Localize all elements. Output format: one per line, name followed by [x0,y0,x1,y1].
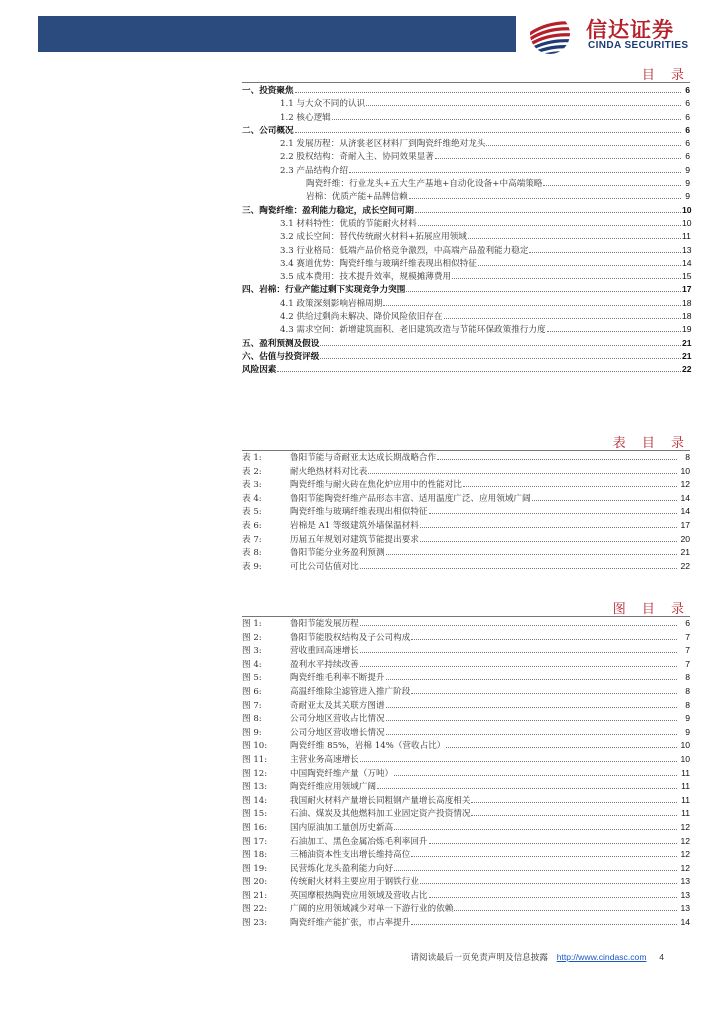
figure-entry-page: 12 [680,835,690,846]
table-entry[interactable] [242,519,690,533]
dot-leader [383,305,681,306]
table-entry-number: 表 4: [242,493,262,504]
toc-entry-page: 10 [682,217,692,228]
figure-entry-label: 民营炼化龙头盈利能力向好 [290,863,394,874]
dot-leader [360,568,677,569]
figure-entry-page: 7 [685,631,690,642]
figure-entry-label: 陶瓷纤维产能扩张，市占率提升 [290,918,411,929]
dot-leader [386,679,677,680]
figure-entry-label: 主营业务高速增长 [290,754,359,765]
toc-entry-label: 陶瓷纤维：行业龙头+五大生产基地+自动化设备+中高端策略 [306,179,543,190]
toc-entry[interactable] [242,177,690,190]
toc-entry-page: 9 [685,178,690,189]
toc-entry[interactable] [242,230,690,243]
table-entry-label: 陶瓷纤维与耐火砖在焦化炉应用中的性能对比 [290,480,462,491]
figure-entry-label: 石油、煤炭及其他燃料加工业固定资产投资情况 [290,809,471,820]
website-link[interactable]: http://www.cindasc.com [556,952,647,962]
dot-leader [532,500,677,501]
figure-entry[interactable] [242,916,690,930]
dot-leader [529,252,681,253]
dot-leader [420,541,677,542]
page-footer [410,951,664,963]
toc-entry-page: 11 [682,231,691,242]
toc-entry-label: 3.3 行业格局：低端产品价格竞争激烈，中高端产品盈利能力稳定 [280,245,529,256]
tables-list [242,451,690,573]
dot-leader [277,371,681,372]
toc-entry-label: 2.2 股权结构：奇耐入主、协同效果显著 [280,152,434,163]
figure-entry-page: 11 [681,767,690,778]
dot-leader [320,345,681,346]
table-entry-page: 14 [680,492,690,503]
toc-entry-label: 一、投资聚焦 [242,86,294,96]
toc-entry-page: 6 [685,124,690,135]
figure-entry-number: 图 18: [242,850,268,861]
dot-leader [386,554,677,555]
figure-entry-page: 14 [680,917,690,928]
toc-entry-label: 1.2 核心逻辑 [280,112,331,123]
toc-entry[interactable] [242,337,690,350]
dot-leader [366,105,681,106]
dot-leader [386,734,677,735]
toc-entry-label: 3.1 材料特性：优质的节能耐火材料 [280,218,417,229]
dot-leader [349,172,681,173]
table-entry-number: 表 1: [242,453,262,463]
table-entry[interactable] [242,492,690,506]
figure-entry-label: 陶瓷纤维 85%，岩棉 14%（营收占比） [290,741,446,752]
toc-entry-label: 1.1 与大众不同的认识 [280,99,366,110]
figure-entry-number: 图 13: [242,782,268,793]
figure-entry-number: 图 7: [242,700,262,711]
figure-entry[interactable] [242,644,690,658]
figure-entry-number: 图 15: [242,809,268,820]
toc-entry[interactable] [242,190,690,203]
toc-entry[interactable] [242,84,690,97]
figures-list [242,617,690,930]
dot-leader [429,897,677,898]
dot-leader [435,158,681,159]
table-entry[interactable] [242,533,690,547]
figure-entry[interactable] [242,726,690,740]
figure-entry-number: 图 2: [242,632,262,643]
dot-leader [406,291,681,292]
figure-entry[interactable] [242,807,690,821]
toc-entry-page: 9 [685,191,690,202]
table-entry-number: 表 5: [242,507,262,518]
toc-entry-page: 21 [682,350,692,361]
figure-entry-number: 图 9: [242,727,262,738]
toc-entry-label: 2.1 发展历程：从济裳老区材料厂到陶瓷纤维绝对龙头 [280,139,486,150]
dot-leader [471,802,677,803]
logo-english-name: CINDA SECURITIES [588,40,689,51]
dot-leader [418,225,681,226]
tables-title: 表 目 录 [612,436,690,451]
toc-entry-label: 五、盈利预测及假设 [242,338,320,349]
dot-leader [320,358,681,359]
table-entry-number: 表 7: [242,534,262,545]
toc-entry-page: 6 [685,111,690,122]
dot-leader [454,910,677,911]
dot-leader [386,720,677,721]
figure-entry-page: 11 [681,808,690,819]
toc-entry-label: 3.5 成本费用：技术提升效率，规模摊薄费用 [280,272,452,283]
dot-leader [295,132,681,133]
figure-entry-label: 陶瓷纤维毛利率不断提升 [290,673,385,684]
toc-entry[interactable] [242,111,690,124]
toc-entry-page: 6 [685,151,690,162]
dot-leader [420,883,677,884]
figure-entry-page: 10 [680,740,690,751]
cinda-logo-icon [524,12,580,56]
figure-entry-page: 13 [680,889,690,900]
header-bar [38,16,516,52]
dot-leader [411,693,677,694]
toc-entry-page: 9 [685,164,690,175]
dot-leader [409,198,681,199]
toc-entry[interactable] [242,244,690,257]
figure-entry-number: 图 1: [242,619,262,629]
toc-entry-page: 21 [682,337,692,348]
toc-title: 目 录 [641,68,690,83]
table-entry-page: 21 [680,547,690,558]
figure-entry[interactable] [242,699,690,713]
figure-entry[interactable] [242,848,690,862]
toc-entry-label: 2.3 产品结构介绍 [280,165,348,176]
toc-entry-page: 19 [682,324,692,335]
figure-entry-label: 陶瓷纤维应用领域广阔 [290,782,376,793]
figure-entry[interactable] [242,794,690,808]
dot-leader [486,145,681,146]
toc-entry-label: 风险因素 [242,365,277,376]
dot-leader [547,331,681,332]
dot-leader [437,459,677,460]
figure-entry-label: 我国耐火材料产量增长同粗钢产量增长高度相关 [290,795,471,806]
dot-leader [452,278,681,279]
dot-leader [471,815,677,816]
toc-entry-page: 22 [682,364,692,375]
toc-entry[interactable] [242,124,690,137]
logo-chinese-name: 信达证券 [586,18,674,42]
toc-entry-page: 6 [685,138,690,149]
toc-entry[interactable] [242,164,690,177]
dot-leader [332,119,681,120]
toc-entry-page: 18 [682,297,692,308]
toc-entry-label: 4.2 供给过剩尚未解决、降价风险依旧存在 [280,312,443,323]
toc-entry-label: 三、陶瓷纤维：盈利能力稳定，成长空间可期 [242,205,414,216]
toc-entry[interactable] [242,97,690,110]
toc-entry-page: 6 [685,85,690,95]
table-entry[interactable] [242,465,690,479]
figure-entry-page: 6 [685,618,690,628]
figure-entry[interactable] [242,902,690,916]
figure-entry-page: 10 [680,753,690,764]
toc-entry-page: 17 [682,284,692,295]
table-entry[interactable] [242,505,690,519]
figure-entry[interactable] [242,631,690,645]
dot-leader [444,318,682,319]
toc-entry[interactable] [242,137,690,150]
figure-entry[interactable] [242,753,690,767]
figure-entry-number: 图 21: [242,890,268,901]
toc-entry-page: 18 [682,311,692,322]
table-entry-label: 可比公司估值对比 [290,561,359,572]
table-entry-page: 20 [680,533,690,544]
toc-entry[interactable] [242,323,690,336]
dot-leader [478,265,681,266]
toc-entry[interactable] [242,350,690,363]
table-entry-label: 历届五年规划对建筑节能提出要求 [290,534,419,545]
figure-entry-number: 图 19: [242,863,268,874]
figure-entry[interactable] [242,658,690,672]
toc-entry-label: 六、估值与投资评级 [242,351,320,362]
dot-leader [394,829,677,830]
dot-leader [360,652,677,653]
figure-entry[interactable] [242,780,690,794]
toc-entry-page: 10 [682,204,692,215]
figure-entry-label: 奇耐亚太及其关联方图谱 [290,700,385,711]
dot-leader [394,870,677,871]
dot-leader [429,513,677,514]
figure-entry-label: 鲁阳节能股权结构及子公司构成 [290,632,411,643]
figure-entry-label: 广阔的应用领域减少对单一下游行业的依赖 [290,904,454,915]
table-entry-page: 12 [680,479,690,490]
figure-entry-page: 7 [685,658,690,669]
toc-entry-label: 二、公司概况 [242,125,294,136]
figure-entry-number: 图 5: [242,673,262,684]
disclaimer-text: 请阅读最后一页免责声明及信息披露 [410,953,548,963]
figure-entry-page: 9 [685,713,690,724]
table-entry-page: 22 [680,560,690,571]
dot-leader [446,747,677,748]
dot-leader [420,527,677,528]
toc-divider [242,82,690,83]
table-entry[interactable] [242,478,690,492]
figure-entry-label: 公司分地区营收占比情况 [290,714,385,725]
table-entry-label: 鲁阳节能分业务盈利预测 [290,548,385,559]
figure-entry-page: 8 [685,699,690,710]
table-entry-page: 8 [685,452,690,462]
figure-entry[interactable] [242,712,690,726]
figure-entry-label: 高温纤维除尘滤管进入推广阶段 [290,686,411,697]
figure-entry-label: 鲁阳节能发展历程 [290,619,359,629]
toc-entry[interactable] [242,270,690,283]
table-entry-label: 鲁阳节能与奇耐亚太达成长期战略合作 [290,453,437,463]
page-number: 4 [659,952,664,962]
table-entry-number: 表 3: [242,480,262,491]
figure-entry-number: 图 23: [242,918,268,929]
figure-entry-number: 图 12: [242,768,268,779]
table-entry[interactable] [242,560,690,574]
figure-entry-page: 8 [685,685,690,696]
table-entry-label: 岩棉是 A1 等级建筑外墙保温材料 [290,520,419,531]
figure-entry[interactable] [242,767,690,781]
figure-entry-page: 9 [685,726,690,737]
toc-entry[interactable] [242,297,690,310]
toc-list [242,84,690,377]
dot-leader [463,486,677,487]
figure-entry-page: 11 [681,781,690,792]
toc-entry[interactable] [242,150,690,163]
figure-entry-number: 图 4: [242,659,262,670]
dot-leader [360,761,677,762]
figure-entry[interactable] [242,835,690,849]
figure-entry-page: 11 [681,794,690,805]
figure-entry-page: 7 [685,645,690,656]
dot-leader [295,92,681,93]
dot-leader [429,843,677,844]
figure-entry[interactable] [242,671,690,685]
toc-entry-label: 3.2 成长空间：替代传统耐火材料+拓展应用领域 [280,232,467,243]
figures-title: 图 目 录 [612,602,690,617]
dot-leader [411,924,677,925]
figure-entry-number: 图 16: [242,822,268,833]
toc-entry-page: 15 [682,271,692,282]
table-entry-number: 表 2: [242,466,262,477]
toc-entry[interactable] [242,283,690,296]
figure-entry[interactable] [242,821,690,835]
table-entry[interactable] [242,451,690,465]
figure-entry-page: 13 [680,876,690,887]
figure-entry[interactable] [242,739,690,753]
toc-entry-label: 4.1 政策深刻影响岩棉周期 [280,298,383,309]
figure-entry-number: 图 3: [242,646,262,657]
figure-entry-number: 图 17: [242,836,268,847]
dot-leader [386,707,677,708]
table-entry-page: 14 [680,506,690,517]
toc-entry[interactable] [242,363,690,376]
table-entry-label: 陶瓷纤维与玻璃纤维表现出相似特征 [290,507,428,518]
table-entry-page: 17 [680,519,690,530]
figure-entry-label: 三桶油资本性支出增长维持高位 [290,850,411,861]
dot-leader [468,238,681,239]
dot-leader [360,625,677,626]
dot-leader [415,212,681,213]
table-entry[interactable] [242,546,690,560]
toc-entry-label: 岩棉：优质产能+品牌信赖 [306,192,408,203]
toc-entry-label: 4.3 需求空间：新增建筑面积、老旧建筑改造与节能环保政策推行力度 [280,325,546,336]
table-entry-label: 耐火绝热材料对比表 [290,466,368,477]
table-entry-number: 表 8: [242,548,262,559]
figure-entry-label: 公司分地区营收增长情况 [290,727,385,738]
figure-entry-label: 传统耐火材料主要应用于钢铁行业 [290,877,419,888]
dot-leader [377,788,677,789]
figure-entry[interactable] [242,862,690,876]
table-entry-number: 表 6: [242,520,262,531]
toc-entry-page: 6 [685,98,690,109]
toc-entry[interactable] [242,204,690,217]
figure-entry-label: 石油加工、黑色金属冶炼毛利率回升 [290,836,428,847]
figure-entry-page: 13 [680,903,690,914]
toc-entry-page: 14 [682,257,692,268]
figure-entry-number: 图 8: [242,714,262,725]
figure-entry-number: 图 10: [242,741,268,752]
figure-entry-page: 12 [680,862,690,873]
toc-entry-label: 四、岩棉：行业产能过剩下实现竞争力突围 [242,285,406,296]
figure-entry-label: 英国摩根热陶瓷应用领域及营收占比 [290,890,428,901]
figure-entry-number: 图 6: [242,686,262,697]
table-entry-number: 表 9: [242,561,262,572]
figure-entry[interactable] [242,685,690,699]
figure-entry-page: 12 [680,821,690,832]
table-entry-page: 10 [680,465,690,476]
figure-entry-label: 营收重回高速增长 [290,646,359,657]
figure-entry-page: 12 [680,849,690,860]
figure-entry-number: 图 14: [242,795,268,806]
dot-leader [368,473,677,474]
toc-entry-page: 13 [682,244,692,255]
figure-entry-number: 图 11: [242,754,268,765]
table-entry-label: 鲁阳节能陶瓷纤维产品形态丰富、适用温度广泛、应用领域广阔 [290,493,531,504]
toc-entry[interactable] [242,257,690,270]
figure-entry[interactable] [242,617,690,631]
figure-entry-label: 国内原油加工量创历史新高 [290,822,394,833]
toc-entry-label: 3.4 赛道优势：陶瓷纤维与玻璃纤维表现出相似特征 [280,258,477,269]
figure-entry-number: 图 22: [242,904,268,915]
figure-entry[interactable] [242,875,690,889]
dot-leader [543,185,681,186]
toc-entry[interactable] [242,217,690,230]
figure-entry-number: 图 20: [242,877,268,888]
cinda-logo [524,12,704,56]
figure-entry-page: 8 [685,672,690,683]
dot-leader [411,856,677,857]
figure-entry[interactable] [242,889,690,903]
dot-leader [360,666,677,667]
toc-entry[interactable] [242,310,690,323]
dot-leader [411,639,677,640]
figure-entry-label: 盈利水平持续改善 [290,659,359,670]
dot-leader [394,775,677,776]
figure-entry-label: 中国陶瓷纤维产量（万吨） [290,768,394,779]
